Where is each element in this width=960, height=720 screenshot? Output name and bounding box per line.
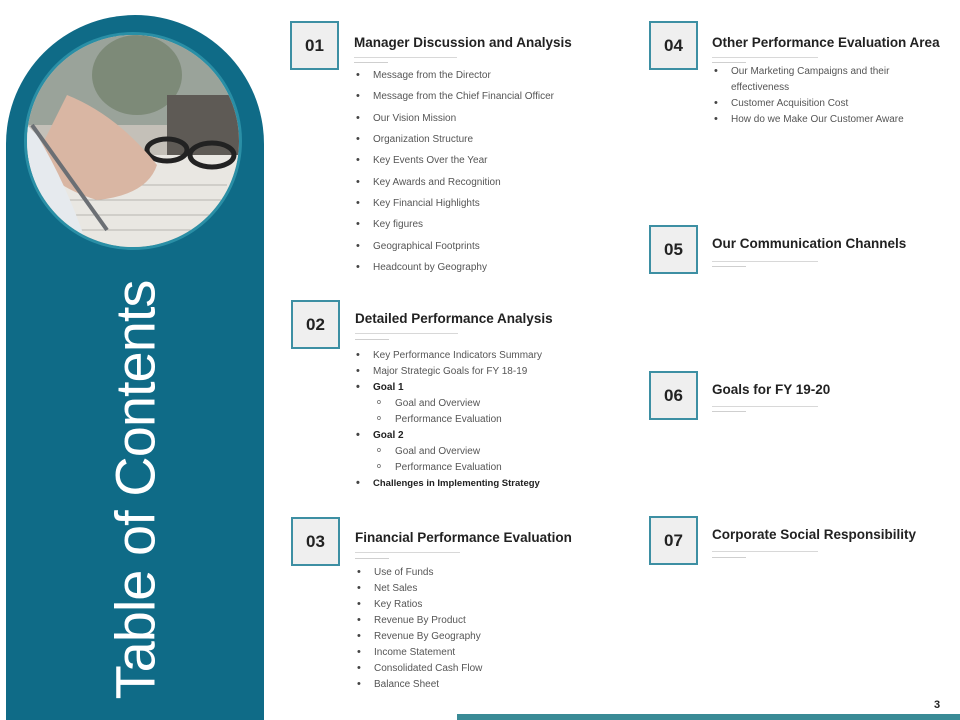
section-title: Goals for FY 19-20	[712, 382, 831, 397]
title-rule-short	[355, 339, 389, 340]
list-item: • Net Sales	[357, 582, 418, 594]
sub-list-item: o Goal and Overview	[377, 398, 481, 409]
list-item: • Goal 2	[356, 429, 404, 441]
title-rule-short	[712, 62, 746, 63]
title-rule-short	[712, 266, 746, 267]
title-rule	[354, 57, 457, 58]
list-item: • Headcount by Geography	[356, 261, 487, 273]
list-item: • Organization Structure	[356, 133, 474, 145]
list-item: • Message from the Director	[356, 69, 491, 81]
section-title: Corporate Social Responsibility	[712, 527, 917, 542]
title-rule	[712, 57, 818, 58]
section-number: 01	[290, 21, 339, 70]
list-item: • Key figures	[356, 218, 424, 230]
list-item: • Our Marketing Campaigns and their	[714, 65, 890, 77]
title-rule	[712, 261, 818, 262]
photo-illustration	[27, 35, 242, 250]
title-rule	[355, 552, 460, 553]
list-item: • Key Financial Highlights	[356, 197, 480, 209]
section-number: 07	[649, 516, 698, 565]
section-title: Detailed Performance Analysis	[355, 311, 553, 326]
list-item: • Key Events Over the Year	[356, 154, 488, 166]
list-item: • Our Vision Mission	[356, 112, 457, 124]
list-item: • Key Awards and Recognition	[356, 176, 501, 188]
page-number: 3	[934, 699, 941, 711]
sub-list-item: o Performance Evaluation	[377, 414, 502, 425]
list-item: • Revenue By Product	[357, 614, 466, 626]
section-title: Other Performance Evaluation Area	[712, 35, 940, 50]
title-rule	[712, 406, 818, 407]
sub-list-item: o Goal and Overview	[377, 446, 481, 457]
title-rule-short	[354, 62, 388, 63]
list-item: • Income Statement	[357, 646, 456, 658]
list-item: • Customer Acquisition Cost	[714, 97, 849, 109]
list-item: • Key Performance Indicators Summary	[356, 349, 542, 361]
list-item: • How do we Make Our Customer Aware	[714, 113, 904, 125]
title-rule-short	[712, 557, 746, 558]
section-number: 02	[291, 300, 340, 349]
section-title: Our Communication Channels	[712, 236, 907, 251]
title-rule	[355, 333, 458, 334]
section-title: Manager Discussion and Analysis	[354, 35, 572, 50]
table-of-contents-title: Table of Contents	[103, 280, 167, 700]
list-item: • Balance Sheet	[357, 678, 440, 690]
section-number: 04	[649, 21, 698, 70]
section-number: 05	[649, 225, 698, 274]
list-item-continuation: effectiveness	[731, 82, 790, 93]
list-item: • Geographical Footprints	[356, 240, 480, 252]
section-number: 03	[291, 517, 340, 566]
title-rule	[712, 551, 818, 552]
footer-accent-bar	[457, 714, 960, 720]
title-rule-short	[712, 411, 746, 412]
sub-list-item: o Performance Evaluation	[377, 462, 502, 473]
list-item: • Major Strategic Goals for FY 18-19	[356, 365, 528, 377]
list-item: • Goal 1	[356, 381, 404, 393]
section-number: 06	[649, 371, 698, 420]
title-rule-short	[355, 558, 389, 559]
list-item: • Revenue By Geography	[357, 630, 481, 642]
list-item: • Message from the Chief Financial Officer	[356, 90, 555, 102]
list-item: • Challenges in Implementing Strategy	[356, 477, 540, 489]
hand-writing-photo	[24, 32, 242, 250]
list-item: • Key Ratios	[357, 598, 423, 610]
list-item: • Consolidated Cash Flow	[357, 662, 483, 674]
list-item: • Use of Funds	[357, 566, 434, 578]
section-title: Financial Performance Evaluation	[355, 530, 572, 545]
